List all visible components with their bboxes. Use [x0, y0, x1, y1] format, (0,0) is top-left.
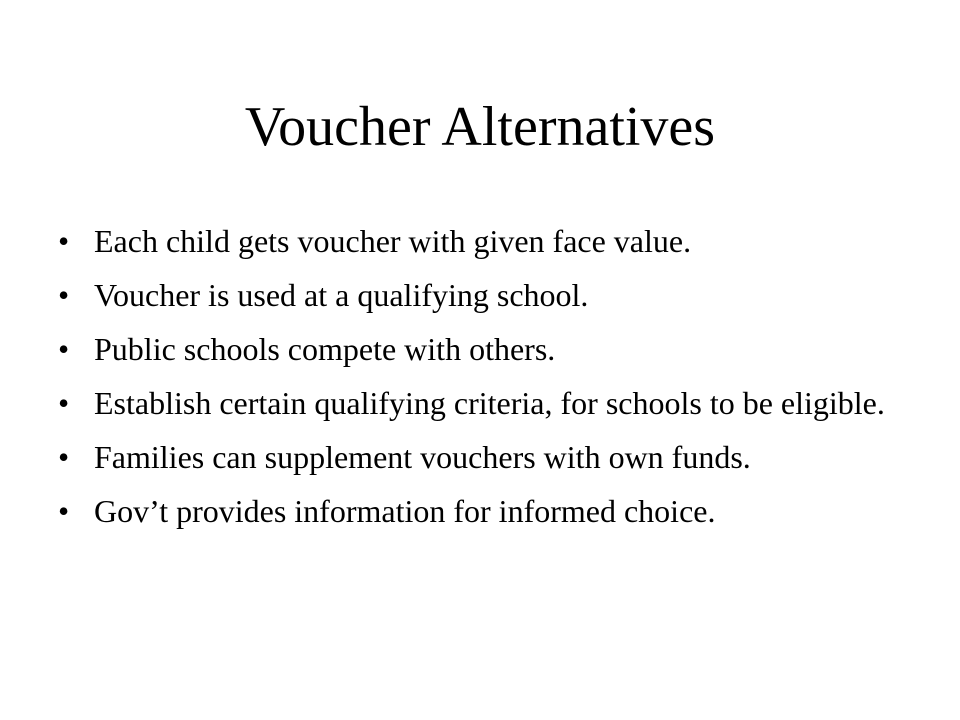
bullet-text: Voucher is used at a qualifying school. — [94, 277, 589, 313]
bullet-text: Public schools compete with others. — [94, 331, 556, 367]
bullet-dot-icon: • — [58, 439, 70, 475]
slide-title: Voucher Alternatives — [244, 96, 716, 158]
bullet-item — [58, 438, 928, 477]
bullet-dot-icon: • — [58, 223, 70, 259]
bullet-dot-icon: • — [58, 277, 70, 313]
bullet-item — [58, 276, 928, 315]
bullet-dot-icon: • — [58, 493, 70, 529]
bullet-text: Each child gets voucher with given face value. — [94, 223, 692, 259]
bullet-item — [58, 330, 928, 369]
bullet-item — [58, 492, 928, 531]
bullet-dot-icon: • — [58, 385, 70, 421]
bullet-text: Gov’t provides information for informed choice. — [94, 493, 716, 529]
bullet-dot-icon: • — [58, 331, 70, 367]
bullet-item — [58, 384, 928, 423]
bullet-text: Families can supplement vouchers with own funds. — [94, 439, 751, 475]
bullet-item — [58, 222, 928, 261]
bullet-text: Establish certain qualifying criteria, for schools to be eligible. — [94, 385, 885, 421]
bullet-list — [58, 222, 928, 546]
